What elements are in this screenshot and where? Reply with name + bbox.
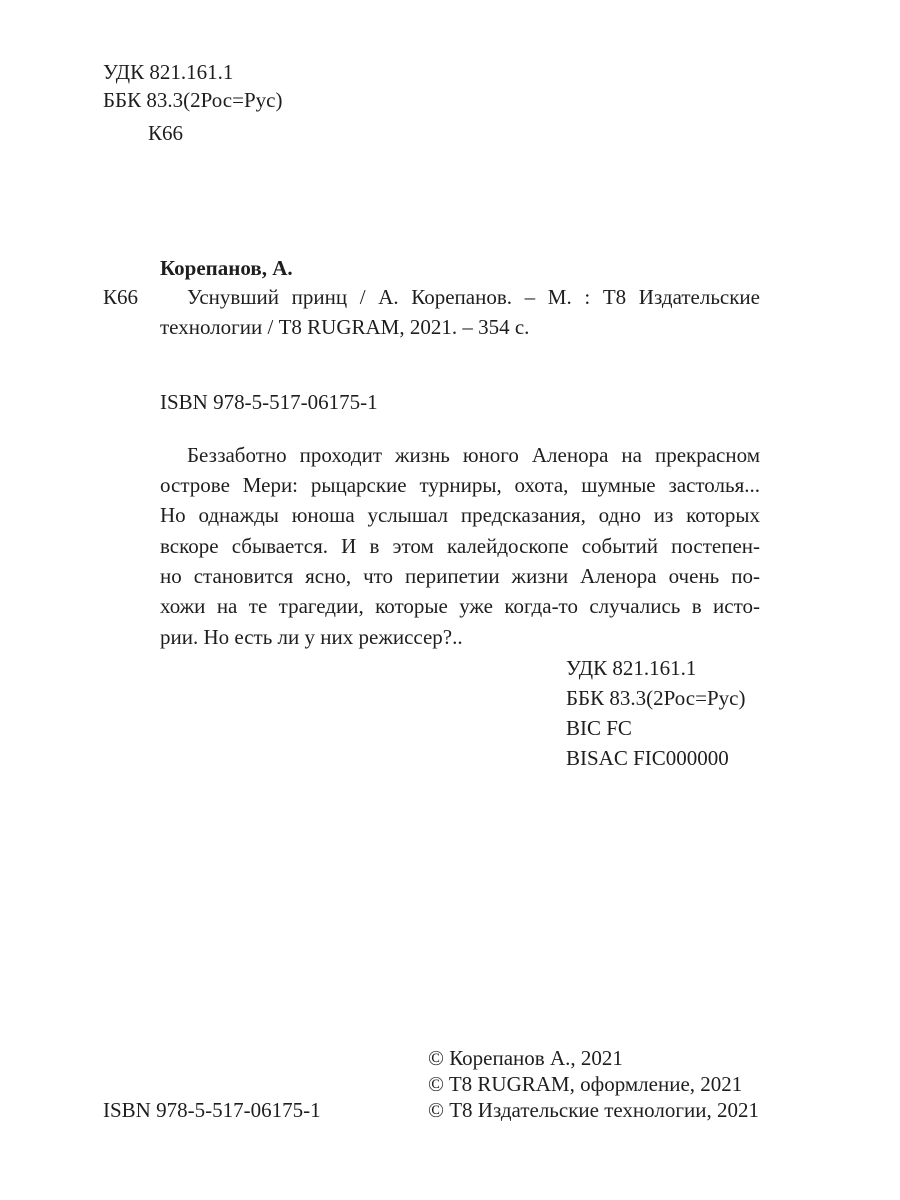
bib-line-1: Уснувший принц / А. Корепанов. – М. : Т8 Издательские [187,285,760,309]
annotation-line: но становится ясно, что перипетии жизни Аленора очень по- [160,564,760,588]
annotation-line: рии. Но есть ли у них режиссер?.. [160,625,463,649]
author-name: Корепанов, А. [160,256,293,280]
author-mark-bib: К66 [103,285,139,309]
copyright-publisher: © Т8 Издательские технологии, 2021 [428,1098,759,1122]
classification-bic: BIC FC [566,716,632,740]
bbk-code: ББК 83.3(2Рос=Рус) [103,88,283,112]
copyright-design: © T8 RUGRAM, оформление, 2021 [428,1072,743,1096]
annotation-line: Но однажды юноша услышал предсказания, одно из которых [160,503,760,527]
annotation-line: вскоре сбывается. И в этом калейдоскопе событий постепен- [160,534,760,558]
classification-bbk: ББК 83.3(2Рос=Рус) [566,686,746,710]
udk-code: УДК 821.161.1 [103,60,234,84]
footer-isbn: ISBN 978-5-517-06175-1 [103,1098,321,1122]
author-mark: К66 [148,121,184,145]
classification-udk: УДК 821.161.1 [566,656,697,680]
bib-line-2: технологии / T8 RUGRAM, 2021. – 354 с. [160,315,530,339]
annotation-line: острове Мери: рыцарские турниры, охота, шумные застолья... [160,473,760,497]
annotation-line: хожи на те трагедии, которые уже когда-то случались в исто- [160,594,760,618]
annotation-line: Беззаботно проходит жизнь юного Аленора на прекрасном [187,443,760,467]
classification-bisac: BISAC FIC000000 [566,746,729,770]
copyright-author: © Корепанов А., 2021 [428,1046,623,1070]
isbn: ISBN 978-5-517-06175-1 [160,390,378,414]
